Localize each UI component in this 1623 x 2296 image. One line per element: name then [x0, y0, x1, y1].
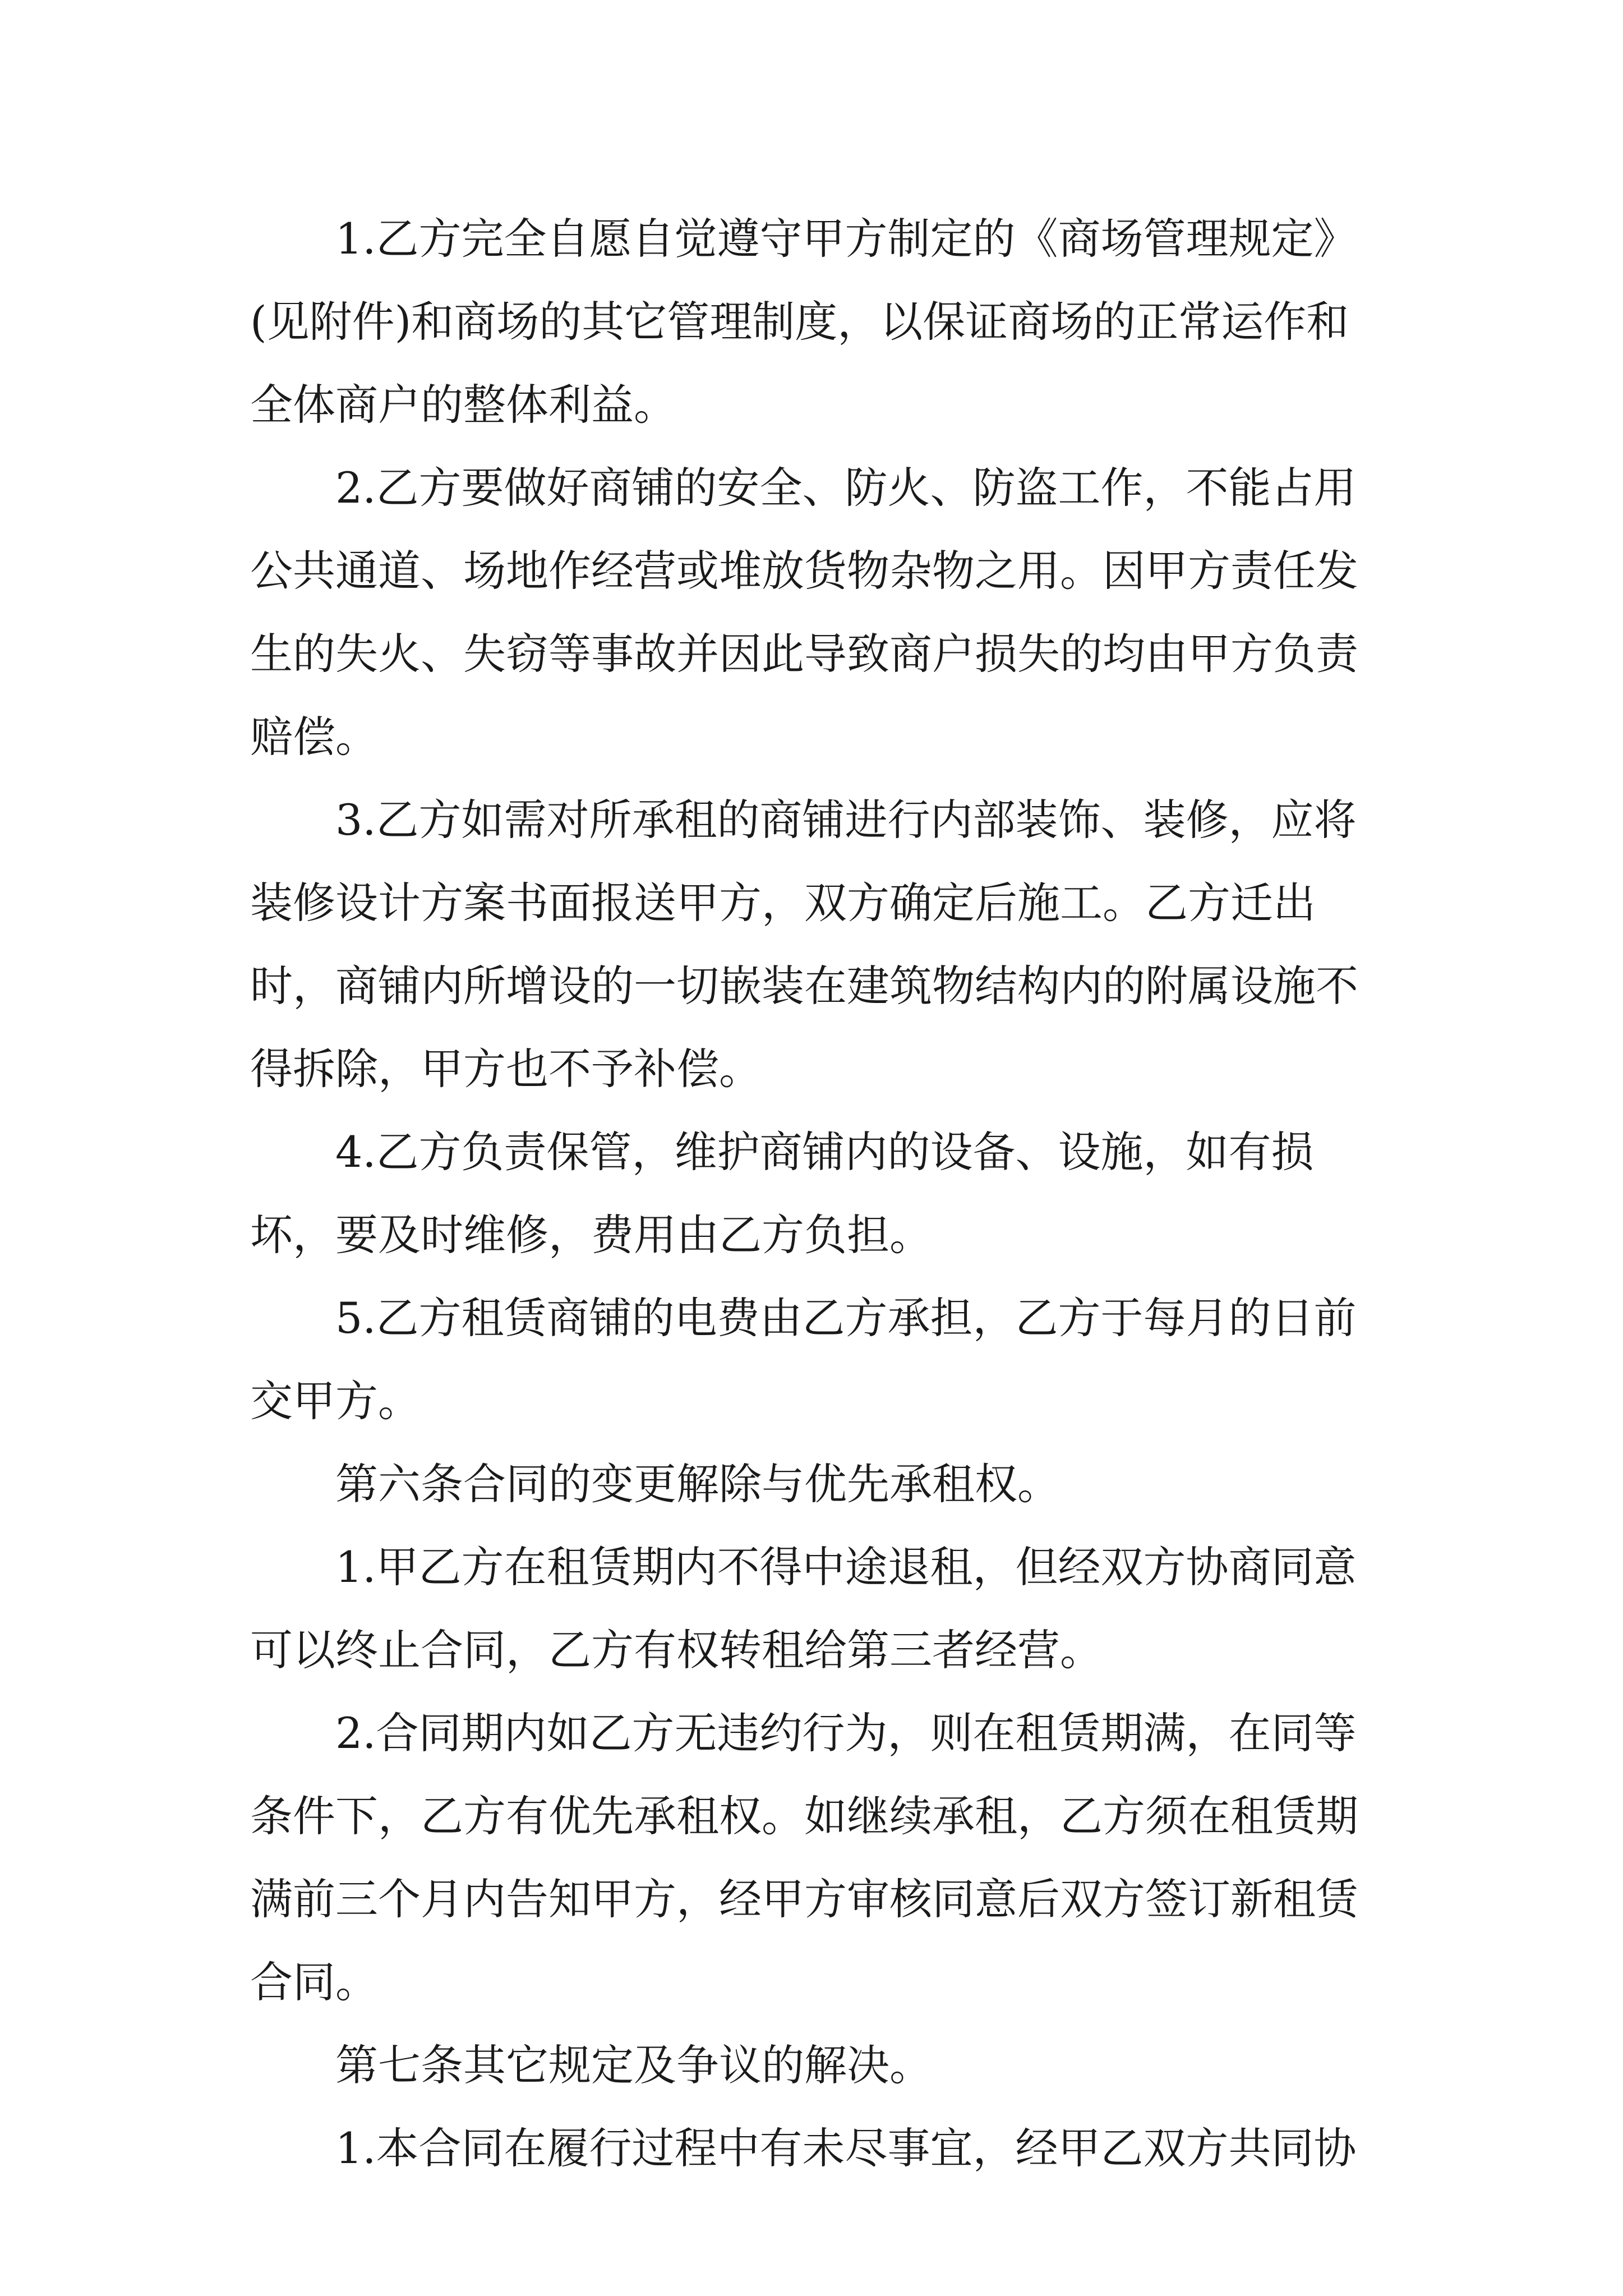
- clause-5-item-4: 4.乙方负责保管，维护商铺内的设备、设施，如有损坏，要及时维修，费用由乙方负担。: [250, 1127, 1314, 1260]
- clause-5-item-3: 3.乙方如需对所承租的商铺进行内部装饰、装修，应将装修设计方案书面报送甲方，双方确定后施工。乙方迁出时，商铺内所增设的一切嵌装在建筑物结构内的附属设施不得拆除，甲方也不予补偿。: [250, 795, 1358, 1094]
- clause-5-item-1: 1.乙方完全自愿自觉遵守甲方制定的《商场管理规定》(见附件)和商场的其它管理制度，以保证商场的正常运作和全体商户的整体利益。: [250, 214, 1357, 430]
- document-body: [250, 197, 1383, 2190]
- clause-6-item-2: 2.合同期内如乙方无违约行为，则在租赁期满，在同等条件下，乙方有优先承租权。如继续承租，乙方须在租赁期满前三个月内告知甲方，经甲方审核同意后双方签订新租赁合同。: [250, 1708, 1358, 2007]
- clause-6-item-1: 1.甲乙方在租赁期内不得中途退租，但经双方协商同意可以终止合同，乙方有权转租给第三者经营。: [250, 1542, 1357, 1675]
- clause-7-heading: 第七条其它规定及争议的解决。: [335, 2040, 932, 2090]
- clause-5-item-5: 5.乙方租赁商铺的电费由乙方承担，乙方于每月的日前交甲方。: [250, 1293, 1357, 1426]
- clause-5-item-2: 2.乙方要做好商铺的安全、防火、防盗工作，不能占用公共通道、场地作经营或堆放货物杂物之用。因甲方责任发生的失火、失窃等事故并因此导致商户损失的均由甲方负责赔偿。: [250, 463, 1358, 762]
- clause-7-item-1: 1.本合同在履行过程中有未尽事宜，经甲乙双方共同协: [335, 2123, 1357, 2173]
- clause-6-heading: 第六条合同的变更解除与优先承租权。: [335, 1459, 1060, 1509]
